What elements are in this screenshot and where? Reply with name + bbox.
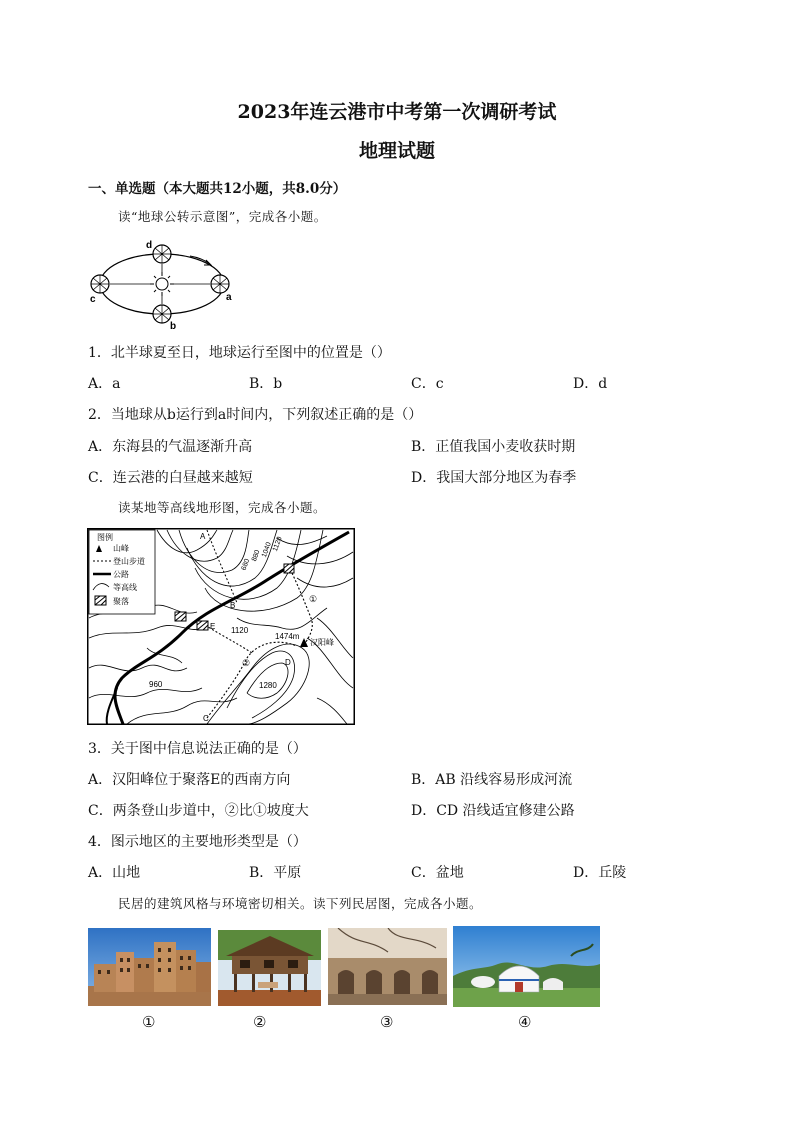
question-4-stem: 4．图示地区的主要地形类型是（） [88, 834, 307, 850]
earth-a-icon [211, 275, 229, 293]
photo-1-label: ① [142, 1013, 156, 1031]
question-1-stem: 1．北半球夏至日，地球运行至图中的位置是（） [88, 345, 391, 361]
route-2-label: ② [242, 658, 251, 668]
question-3-stem: 3．关于图中信息说法正确的是（） [88, 741, 307, 757]
peak-height: 1474m [275, 632, 300, 641]
q3-option-d[interactable]: D．CD 沿线适宜修建公路 [411, 803, 575, 819]
legend-settlement: 聚落 [113, 597, 129, 606]
sun-icon [150, 272, 174, 296]
photo-3-label: ③ [380, 1013, 394, 1031]
photo-4-yurt [453, 926, 600, 1007]
contour-label-1120-top: 1120 [271, 535, 284, 553]
orbit-label-d: d [146, 240, 153, 251]
orbit-label-b: b [170, 321, 177, 332]
contour-label-880: 880 [250, 549, 262, 563]
map-label-c: C [203, 714, 209, 723]
photo-1-stone-towers [88, 928, 211, 1006]
q4-option-a[interactable]: A．山地 [88, 865, 141, 881]
q2-option-c[interactable]: C．连云港的白昼越来越短 [88, 470, 253, 486]
settlement-icon [175, 612, 186, 621]
settlement-icon [284, 564, 294, 573]
photo-2-stilt-house [218, 930, 321, 1006]
question-2-stem: 2．当地球从b运行到a时间内，下列叙述正确的是（） [88, 407, 423, 423]
section-heading: 一、单选题（本大题共12小题，共8.0分） [88, 181, 347, 197]
earth-b-icon [153, 305, 171, 323]
q1-option-c[interactable]: C．c [411, 376, 444, 392]
q3-option-c[interactable]: C．两条登山步道中，②比①坡度大 [88, 803, 309, 819]
legend-trail: 登山步道 [113, 557, 145, 566]
earth-c-icon [91, 275, 109, 293]
settlement-e-icon [197, 621, 208, 630]
intro-orbit: 读“地球公转示意图”，完成各小题。 [118, 209, 327, 224]
photo-4-label: ④ [518, 1013, 532, 1031]
contour-label-1280: 1280 [259, 681, 277, 690]
legend-peak: 山峰 [113, 544, 129, 553]
map-label-e: E [210, 622, 216, 631]
q4-option-b[interactable]: B．平原 [249, 865, 302, 881]
q4-option-d[interactable]: D．丘陵 [573, 865, 627, 881]
contour-map [87, 528, 355, 725]
legend-contour: 等高线 [113, 583, 137, 592]
map-label-a: A [200, 532, 206, 541]
orbit-label-a: a [226, 292, 232, 303]
legend-title: 图例 [97, 533, 113, 542]
photo-3-cave-dwelling [328, 928, 447, 1005]
earth-d-icon [153, 245, 171, 263]
page-subtitle: 地理试题 [358, 140, 435, 162]
q3-option-b[interactable]: B．AB 沿线容易形成河流 [411, 772, 573, 788]
q1-option-d[interactable]: D．d [573, 376, 608, 392]
intro-contour: 读某地等高线地形图，完成各小题。 [118, 500, 327, 515]
q4-option-c[interactable]: C．盆地 [411, 865, 464, 881]
q2-option-d[interactable]: D．我国大部分地区为春季 [411, 470, 577, 486]
contour-label-1120: 1120 [231, 626, 249, 635]
photo-2-label: ② [253, 1013, 267, 1031]
contour-label-1040: 1040 [260, 541, 273, 559]
route-1-label: ① [309, 594, 318, 604]
legend-road: 公路 [113, 570, 129, 579]
contour-label-960: 960 [149, 680, 163, 689]
intro-dwellings: 民居的建筑风格与环境密切相关。读下列民居图，完成各小题。 [118, 896, 483, 911]
contour-label-680: 680 [240, 558, 252, 572]
orbit-label-c: c [90, 294, 96, 305]
page-title: 2023年连云港市中考第一次调研考试 [237, 101, 557, 123]
peak-name: 汉阳峰 [310, 638, 334, 647]
q2-option-b[interactable]: B．正值我国小麦收获时期 [411, 439, 576, 455]
orbit-diagram [86, 234, 246, 334]
map-label-d: D [285, 658, 291, 667]
q1-option-b[interactable]: B．b [249, 376, 283, 392]
map-label-b: B [230, 601, 236, 610]
q3-option-a[interactable]: A．汉阳峰位于聚落E的西南方向 [88, 772, 291, 788]
q2-option-a[interactable]: A．东海县的气温逐渐升高 [88, 439, 253, 455]
q1-option-a[interactable]: A．a [88, 376, 121, 392]
